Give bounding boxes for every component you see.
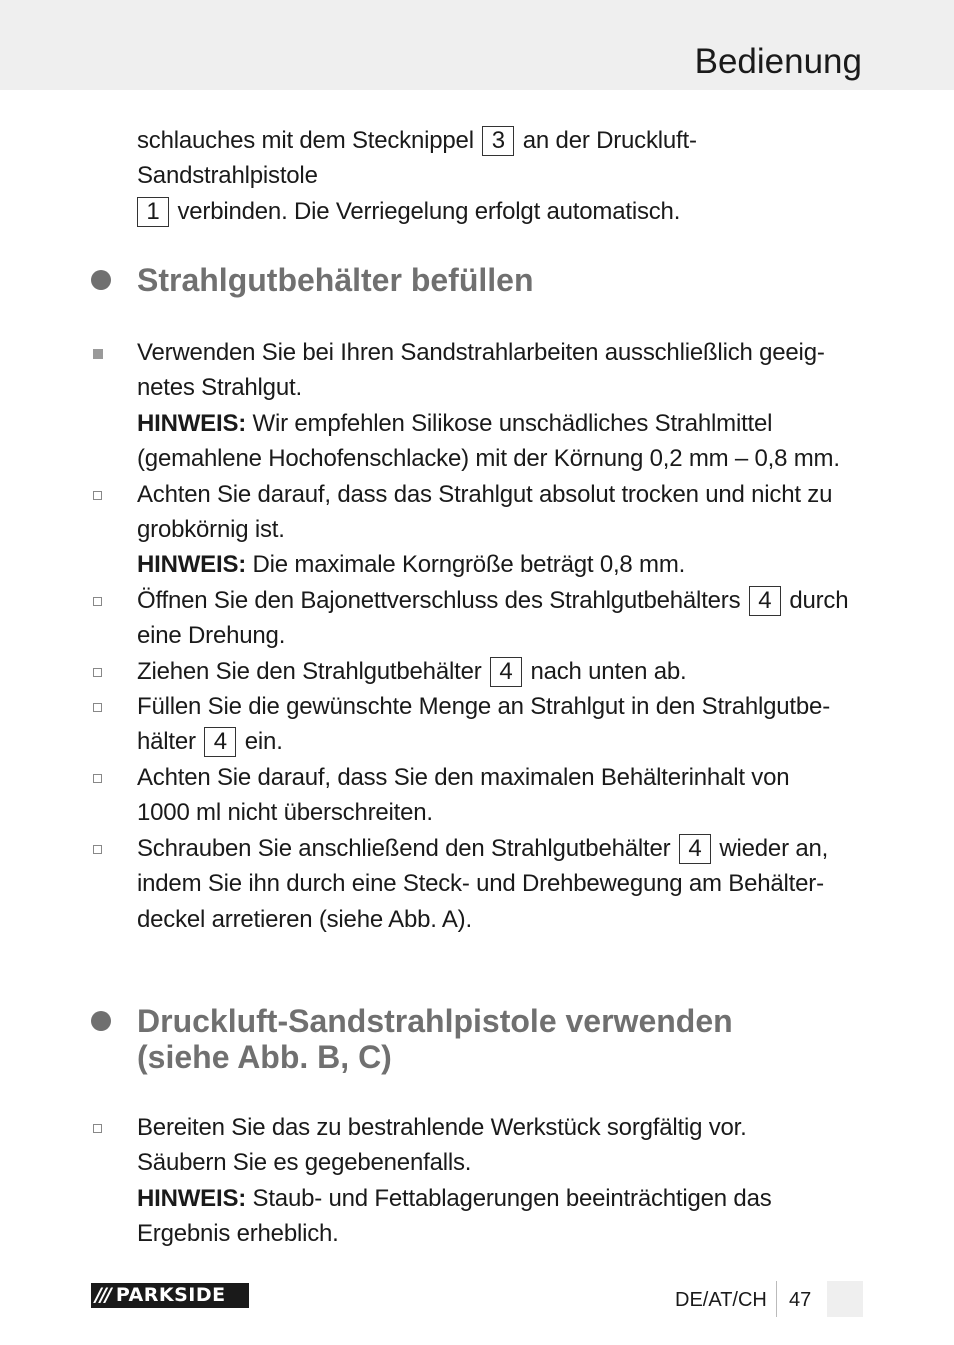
hint-label: HINWEIS: <box>137 1184 247 1212</box>
item-text: ein. <box>244 728 283 756</box>
hint-text: Die maximale Korngröße beträgt 0,8 mm. <box>252 551 686 579</box>
page-number: 47 <box>789 1289 812 1311</box>
item-text: Säubern Sie es gegebenenfalls. <box>137 1149 472 1177</box>
square-bullet-icon <box>93 597 102 606</box>
list-item <box>137 760 864 831</box>
item-text: nach unten ab. <box>530 657 687 685</box>
section-heading-fill <box>137 262 864 298</box>
item-text: wieder an, <box>719 834 829 862</box>
brand-name: PARKSIDE <box>115 1284 226 1306</box>
square-bullet-icon <box>93 668 102 677</box>
bullet-circle-icon <box>91 270 111 290</box>
item-text: Achten Sie darauf, dass Sie den maximalen Behälterinhalt von <box>137 763 790 791</box>
hint-text: (gemahlene Hochofenschlacke) mit der Körnung 0,2 mm – 0,8 mm. <box>137 445 840 473</box>
hint-text: Wir empfehlen Silikose unschädliches Strahlmittel <box>252 409 773 437</box>
item-text: durch <box>789 586 849 614</box>
list-item <box>137 831 864 937</box>
item-text: netes Strahlgut. <box>137 374 302 402</box>
brand-logo <box>91 1283 249 1308</box>
item-text: Füllen Sie die gewünschte Menge an Strahlgut in den Strahlgutbe- <box>137 693 830 721</box>
section1-list <box>137 335 864 937</box>
intro-text-1: schlauches mit dem Stecknippel <box>137 127 474 154</box>
square-bullet-icon <box>93 774 102 783</box>
item-text: Ziehen Sie den Strahlgutbehälter <box>137 657 482 685</box>
footer-divider <box>776 1281 777 1317</box>
square-bullet-icon <box>93 1124 102 1133</box>
section-heading-text: (siehe Abb. B, C) <box>137 1039 392 1075</box>
list-item <box>137 335 864 477</box>
hint-label: HINWEIS: <box>137 551 247 579</box>
square-bullet-icon <box>93 491 102 500</box>
item-text: Verwenden Sie bei Ihren Sandstrahlarbeiten ausschließlich geeig- <box>137 339 825 366</box>
page-title: Bedienung <box>694 42 862 81</box>
list-item <box>137 583 864 654</box>
hint-text: Staub- und Fettablagerungen beeinträchtigen das <box>252 1184 772 1212</box>
ref-number: 4 <box>204 727 236 757</box>
list-item <box>137 654 864 689</box>
item-text: hälter <box>137 728 196 756</box>
item-text: Bereiten Sie das zu bestrahlende Werkstück sorgfältig vor. <box>137 1114 747 1141</box>
item-text: grobkörnig ist. <box>137 516 285 544</box>
ref-number: 1 <box>137 197 169 227</box>
ref-number: 4 <box>679 834 711 864</box>
intro-text-3: verbinden. Die Verriegelung erfolgt automatisch. <box>177 197 681 225</box>
footer-region: DE/AT/CH <box>675 1289 767 1311</box>
item-text: Schrauben Sie anschließend den Strahlgutbehälter <box>137 834 671 862</box>
item-text: indem Sie ihn durch eine Steck- und Drehbewegung am Behälter- <box>137 870 824 898</box>
item-text: deckel arretieren (siehe Abb. A). <box>137 905 472 933</box>
section2-list <box>137 1110 864 1252</box>
section-heading-pistol <box>137 1003 864 1075</box>
item-text: 1000 ml nicht überschreiten. <box>137 799 433 827</box>
item-text: Achten Sie darauf, dass das Strahlgut absolut trocken und nicht zu <box>137 480 833 508</box>
square-bullet-icon <box>93 703 102 712</box>
item-text: eine Drehung. <box>137 622 286 650</box>
intro-text-2: an der Druckluft-Sandstrahlpistole <box>137 127 697 190</box>
square-bullet-icon <box>93 845 102 854</box>
item-text: Öffnen Sie den Bajonettverschluss des Strahlgutbehälters <box>137 586 741 614</box>
intro-paragraph <box>137 123 864 229</box>
bullet-circle-icon <box>91 1011 111 1031</box>
list-item <box>137 1110 864 1252</box>
ref-number: 4 <box>749 586 781 616</box>
ref-number: 3 <box>482 126 514 156</box>
hint-label: HINWEIS: <box>137 409 247 437</box>
section-heading-text: Strahlgutbehälter befüllen <box>137 262 534 298</box>
list-item <box>137 477 864 583</box>
list-item <box>137 689 864 760</box>
footer-tab <box>827 1281 863 1317</box>
section-heading-text: Druckluft-Sandstrahlpistole verwenden <box>137 1003 733 1039</box>
square-bullet-icon <box>93 349 103 359</box>
hint-text: Ergebnis erheblich. <box>137 1220 339 1248</box>
ref-number: 4 <box>490 657 522 687</box>
logo-slashes-icon: /// <box>95 1284 110 1306</box>
